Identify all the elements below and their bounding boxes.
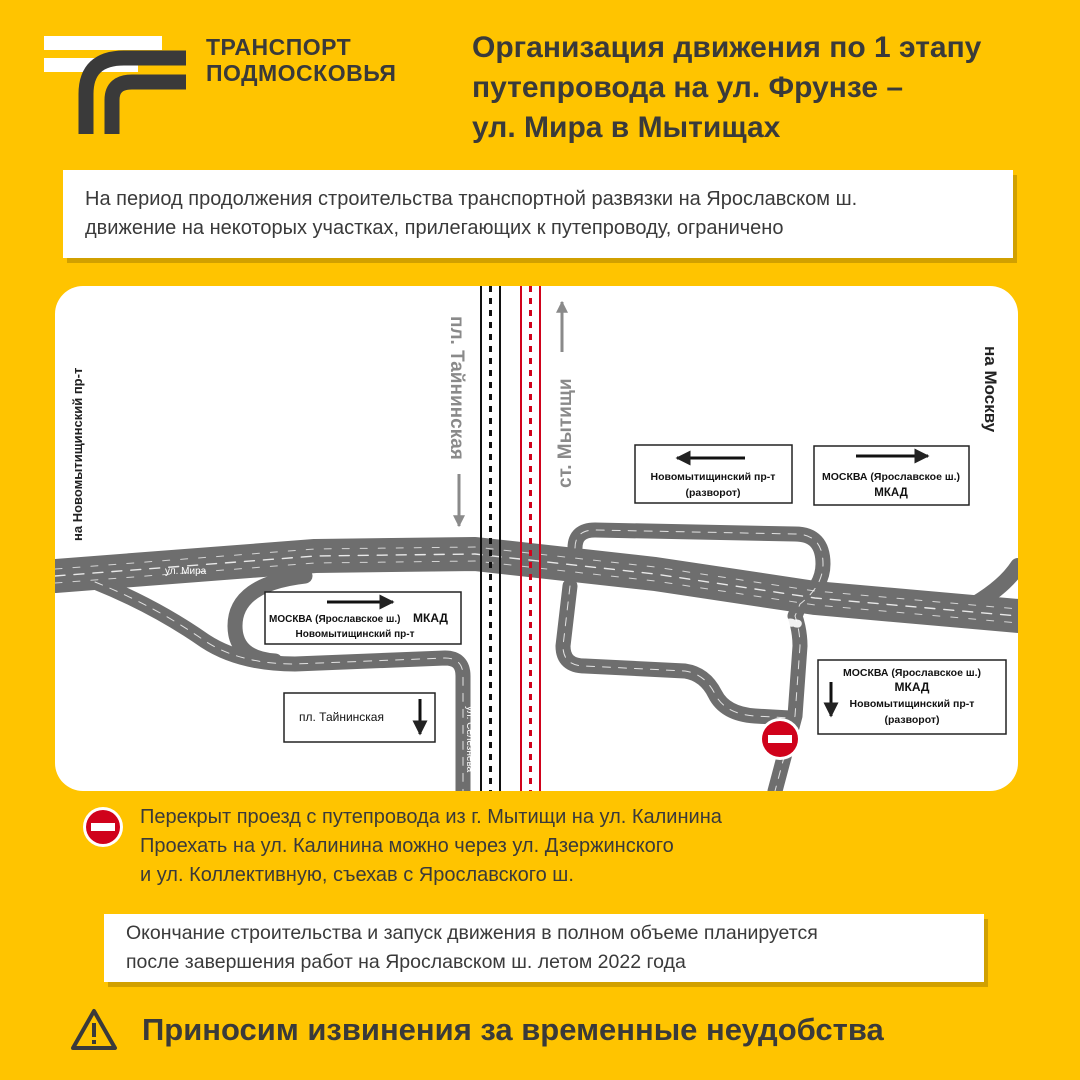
brand-line-2: ПОДМОСКОВЬЯ	[206, 60, 397, 86]
title-line-3: ул. Мира в Мытищах	[472, 111, 781, 144]
sign-left-line1a: МОСКВА (Ярославское ш.)	[269, 614, 401, 625]
label-street-selezneva: ул. Селезнева	[464, 706, 475, 773]
road-frunze-up	[975, 566, 1018, 604]
sign-right-line4: (разворот)	[884, 714, 940, 726]
label-station-tainin: пл. Тайнинская	[446, 316, 467, 460]
brand-logo-icon	[44, 36, 186, 134]
closure-notice	[140, 803, 722, 890]
railways	[481, 286, 540, 791]
no-entry-icon	[82, 806, 124, 848]
brand-line-1: ТРАНСПОРТ	[206, 34, 352, 60]
sign-right-line2: МКАД	[894, 680, 930, 694]
info-box	[63, 170, 1013, 258]
sign-tainin-label: пл. Тайнинская	[299, 710, 384, 724]
sign-moscow-top-line2: МКАД	[874, 487, 908, 499]
closure-line-2: Проехать на ул. Калинина можно через ул. Дзержинского	[140, 835, 674, 857]
label-street-frunze: ул. Фрунзе	[909, 574, 961, 596]
sign-left-line1b: МКАД	[413, 611, 448, 625]
sign-right-line1: МОСКВА (Ярославское ш.)	[842, 667, 982, 679]
apology-text: Приносим извинения за временные неудобства	[142, 1012, 884, 1047]
sign-novomyt-line1: Новомытищинский пр-т	[650, 471, 776, 483]
page-title	[472, 28, 1072, 148]
closure-line-3: и ул. Коллективную, съехав с Ярославского ш.	[140, 864, 574, 886]
info-line-2: движение на некоторых участках, прилегающих к путепроводу, ограничено	[85, 217, 784, 239]
sign-left	[265, 592, 461, 644]
closure-line-1: Перекрыт проезд с путепровода из г. Мытищи на ул. Калинина	[140, 806, 722, 828]
label-station-mytishchi: ст. Мытищи	[555, 378, 576, 488]
brand-name	[206, 34, 396, 86]
label-street-mira: ул. Мира	[165, 566, 207, 577]
sign-moscow-top	[814, 446, 969, 505]
final-line-2: после завершения работ на Ярославском ш. летом 2022 года	[126, 951, 686, 973]
completion-box	[104, 914, 984, 982]
info-line-1: На период продолжения строительства транспортной развязки на Ярославском ш.	[85, 188, 858, 210]
sign-novomyt-turn	[635, 445, 792, 503]
sign-tainin	[284, 693, 435, 742]
traffic-map	[55, 286, 1018, 791]
sign-right-line3: Новомытищинский пр-т	[849, 698, 975, 710]
label-left-direction: на Новомытищинский пр-т	[70, 367, 85, 541]
no-entry-icon	[759, 718, 801, 760]
title-line-2: путепровода на ул. Фрунзе –	[472, 71, 904, 104]
sign-novomyt-line2: (разворот)	[685, 487, 741, 499]
map-svg	[55, 286, 1018, 791]
sign-moscow-top-line1: МОСКВА (Ярославское ш.)	[821, 471, 961, 483]
final-line-1: Окончание строительства и запуск движения в полном объеме планируется	[126, 922, 818, 944]
warning-icon	[70, 1008, 118, 1052]
sign-right	[818, 660, 1006, 734]
title-line-1: Организация движения по 1 этапу	[472, 31, 982, 64]
label-right-direction: на Москву	[981, 346, 1000, 433]
sign-left-line2: Новомытищинский пр-т	[295, 629, 415, 640]
road-mira	[55, 554, 1018, 616]
